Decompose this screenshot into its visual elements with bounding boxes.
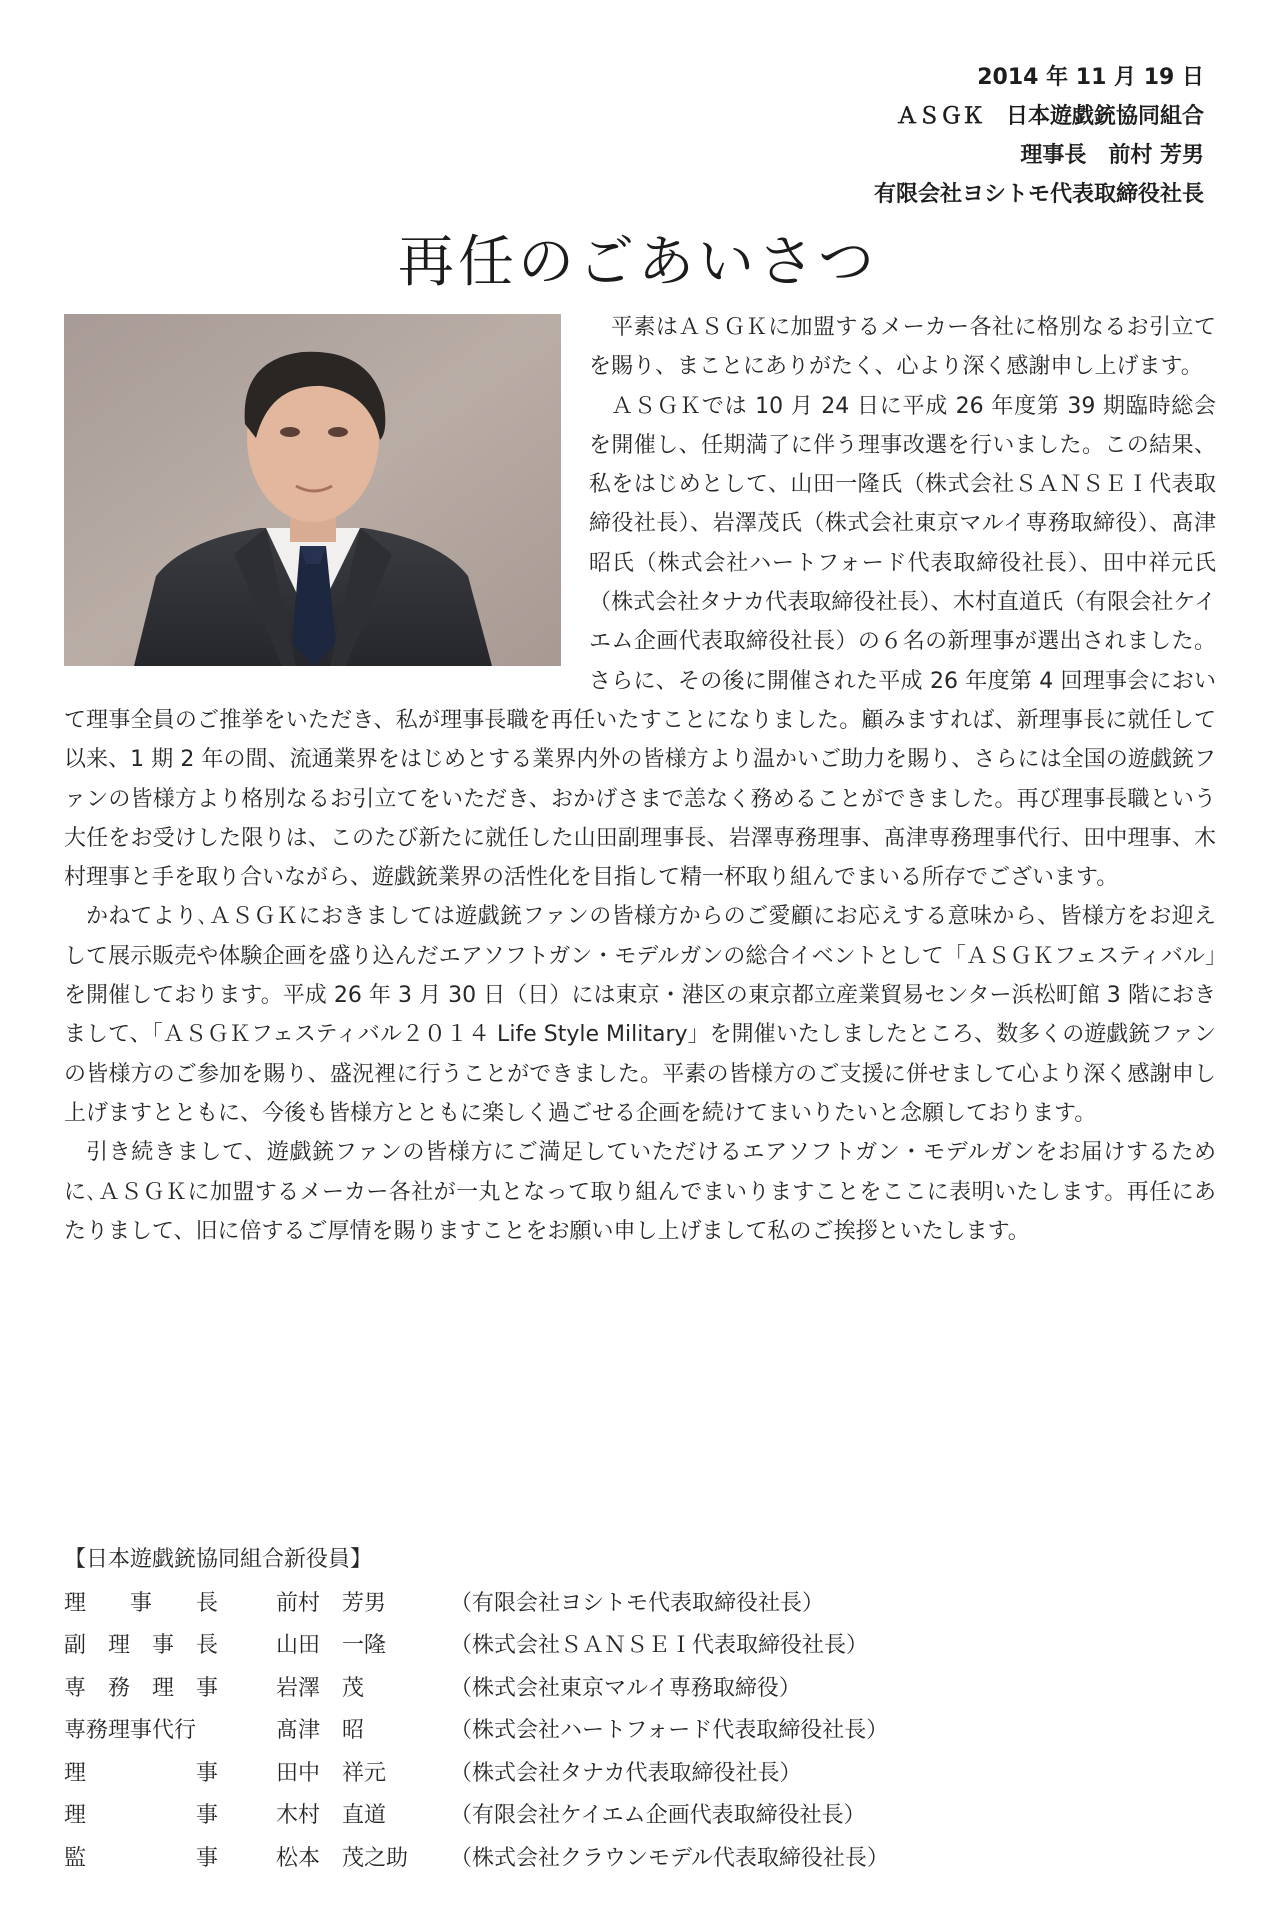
officer-role: 理 事	[64, 1760, 219, 1786]
officer-row	[64, 1623, 889, 1666]
body-paragraph-4: 引き続きまして、遊戯銃ファンの皆様方にご満足していただけるエアソフトガン・モデルガンをお届けするために､ＡＳＧＫに加盟するメーカー各社が一丸となって取り組んでまいりますことをここに表明いたします。再任にあたりまして、旧に倍するご厚情を賜りますことをお願い申し上げまして私のご挨拶といたします。	[64, 1140, 1216, 1244]
author-position: 理事長 前村 芳男	[1020, 143, 1204, 168]
officer-row	[64, 1665, 889, 1708]
officer-row	[64, 1750, 889, 1793]
officer-company: （株式会社タナカ代表取締役社長）	[450, 1760, 802, 1786]
letter-header	[874, 58, 1204, 214]
officer-role: 専務理事代行	[64, 1718, 197, 1744]
officer-role: 理 事	[64, 1803, 219, 1829]
officer-role: 専 務 理 事	[64, 1675, 219, 1701]
body-paragraph-1: 平素はＡＳＧＫに加盟するメーカー各社に格別なるお引立てを賜り、まことにありがたく、心より深く感謝申し上げます。	[589, 315, 1216, 380]
letter-date: 2014 年 11 月 19 日	[977, 65, 1204, 90]
page-title: 再任のごあいさつ	[398, 230, 878, 295]
officer-company: （株式会社ハートフォード代表取締役社長）	[450, 1718, 889, 1744]
officer-company: （株式会社東京マルイ専務取締役）	[450, 1675, 801, 1701]
officer-name: 髙津 昭	[276, 1718, 365, 1744]
author-company: 有限会社ヨシトモ代表取締役社長	[873, 182, 1204, 207]
officer-row	[64, 1793, 889, 1836]
officer-name: 岩澤 茂	[276, 1675, 365, 1701]
officer-row	[64, 1580, 889, 1623]
letter-body	[64, 308, 1216, 1251]
officer-role: 副 理 事 長	[64, 1633, 219, 1659]
officer-name: 松本 茂之助	[276, 1845, 409, 1871]
officer-company: （有限会社ヨシトモ代表取締役社長）	[450, 1590, 825, 1616]
officer-company: （有限会社ケイエム企画代表取締役社長）	[450, 1803, 866, 1829]
officer-role: 監 事	[64, 1845, 219, 1871]
photo-text-wrap-spacer	[64, 308, 589, 666]
officer-name: 前村 芳男	[276, 1590, 387, 1616]
officer-name: 山田 一隆	[276, 1633, 387, 1659]
officer-name: 田中 祥元	[276, 1760, 387, 1786]
roster-heading: 【日本遊戯銃協同組合新役員】	[64, 1547, 373, 1572]
officer-role: 理 事 長	[64, 1590, 219, 1616]
body-paragraph-3: かねてより､ＡＳＧＫにおきましては遊戯銃ファンの皆様方からのご愛顧にお応えする意味から、皆様方をお迎えして展示販売や体験企画を盛り込んだエアソフトガン・モデルガンの総合イベントとして「ＡＳＧＫフェスティバル」を開催しております。平成 26 年 3 月 30 日（日）には東京・港区の東京都立産業貿易センター浜松町館 3 階におきまして、「ＡＳＧＫフェスティバル２０１４ Life Style Military」を開催いたしましたところ、数多くの遊戯銃ファンの皆様方のご参加を賜り、盛況裡に行うことができました。平素の皆様方のご支援に併せまして心より深く感謝申し上げますとともに、今後も皆様方とともに楽しく過ごせる企画を続けてまいりたいと念願しております。	[64, 904, 1216, 1126]
officer-name: 木村 直道	[276, 1803, 387, 1829]
officer-row	[64, 1835, 889, 1878]
officer-company: （株式会社ＳＡＮＳＥＩ代表取締役社長）	[450, 1633, 869, 1659]
officer-roster	[64, 1540, 889, 1878]
organization-name: ＡＳＧＫ 日本遊戯銃協同組合	[895, 104, 1204, 129]
officer-company: （株式会社クラウンモデル代表取締役社長）	[450, 1845, 889, 1871]
officer-row	[64, 1708, 889, 1751]
officer-table	[64, 1580, 889, 1878]
body-paragraph-2: ＡＳＧＫでは 10 月 24 日に平成 26 年度第 39 期臨時総会を開催し、任期満了に伴う理事改選を行いました。この結果、私をはじめとして、山田一隆氏（株式会社ＳＡＮＳＥＩ代表取締役社長）、岩澤茂氏（株式会社東京マルイ専務取締役）、髙津昭氏（株式会社ハートフォード代表取締役社長）、田中祥元氏（株式会社タナカ代表取締役社長）、木村直道氏（有限会社ケイエム企画代表取締役社長）の６名の新理事が選出されました。さらに、その後に開催された平成 26 年度第 4 回理事会において理事全員のご推挙をいただき、私が理事長職を再任いたすことになりました。顧みますれば、新理事長に就任して以来、1 期 2 年の間、流通業界をはじめとする業界内外の皆様方より温かいご助力を賜り、さらには全国の遊戯銃ファンの皆様方より格別なるお引立てをいただき、おかげさまで恙なく務めることができました。再び理事長職という大任をお受けした限りは、このたび新たに就任した山田副理事長、岩澤専務理事、髙津専務理事代行、田中理事、木村理事と手を取り合いながら、遊戯銃業界の活性化を目指して精一杯取り組んでまいる所存でございます。	[64, 393, 1216, 891]
